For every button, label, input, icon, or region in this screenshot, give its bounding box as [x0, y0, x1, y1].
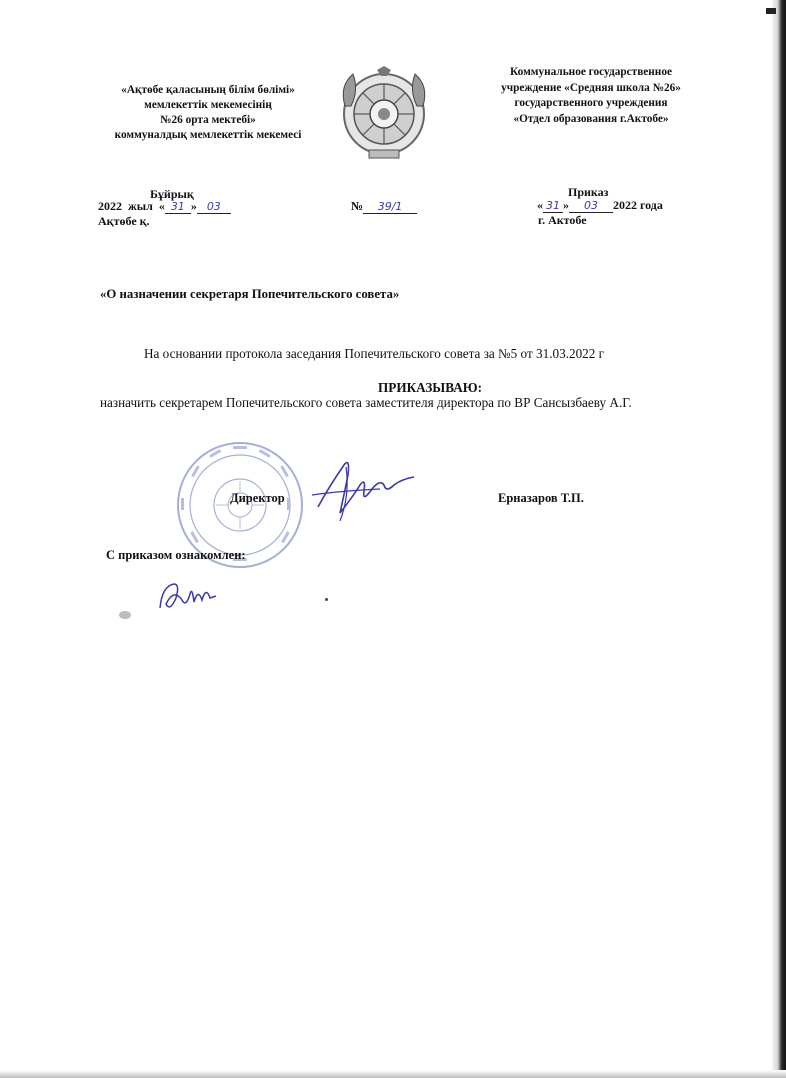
director-name: Ерназаров Т.П.	[498, 491, 584, 505]
order-date-kz: 2022 жыл « 31 » 03	[98, 199, 231, 214]
order-year-kz: 2022	[98, 199, 122, 213]
order-year-word-kz: жыл	[128, 199, 153, 213]
order-title-ru: Приказ	[568, 185, 609, 199]
order-day-kz-field	[165, 200, 191, 214]
header-kz-line3: №26 орта мектебі»	[160, 114, 256, 126]
scan-edge-bottom	[0, 1070, 786, 1078]
order-date-ru: « 31 » 03 2022 года	[537, 198, 663, 212]
acknowledgement-signature-icon	[156, 578, 220, 618]
header-kz-line1: «Ақтөбе қаласының білім бөлімі»	[121, 84, 295, 96]
header-ru-line2: учреждение «Средняя школа №26»	[501, 81, 681, 94]
order-subject: «О назначении секретаря Попечительского совета»	[100, 287, 400, 301]
scan-dot	[325, 598, 328, 601]
order-city-ru: г. Актобе	[538, 213, 587, 227]
order-number-sign: №	[351, 199, 364, 213]
scan-smudge	[118, 610, 132, 620]
order-number-value: 39/1	[377, 200, 403, 213]
order-month-ru-field	[569, 199, 613, 213]
header-ru-line3: государственного учреждения	[514, 97, 668, 109]
order-city-kz: Ақтөбе қ.	[98, 214, 150, 228]
order-number	[351, 199, 417, 214]
director-signature-icon	[310, 455, 420, 525]
order-title-kz: Бұйрық	[150, 187, 194, 201]
header-kz-line4: коммуналдық мемлекеттік мекемесі	[114, 129, 302, 141]
header-ru-line4: «Отдел образования г.Актобе»	[513, 112, 669, 125]
order-day-kz: 31	[170, 200, 185, 213]
order-year-ru: 2022 года	[613, 198, 663, 212]
header-ru	[476, 65, 706, 127]
acknowledgement-label: С приказом ознакомлен:	[106, 548, 246, 562]
order-month-kz-field	[197, 200, 231, 214]
order-basis: На основании протокола заседания Попечительского совета за №5 от 31.03.2022 г	[144, 346, 605, 361]
header-ru-line1: Коммунальное государственное	[510, 66, 672, 78]
header-kz	[88, 83, 328, 143]
order-command: ПРИКАЗЫВАЮ:	[378, 380, 482, 395]
order-number-field	[363, 200, 417, 214]
order-month-kz: 03	[206, 200, 221, 213]
scan-edge-right	[772, 0, 786, 1078]
order-day-ru: 31	[546, 199, 560, 212]
order-day-ru-field	[543, 199, 563, 213]
header-kz-line2: мемлекеттік мекемесінің	[144, 99, 272, 111]
kazakhstan-state-emblem-icon	[337, 66, 431, 162]
director-title: Директор	[230, 491, 285, 505]
order-month-ru: 03	[584, 199, 598, 212]
scan-edge-mark	[766, 8, 776, 14]
order-text: назначить секретарем Попечительского совета заместителя директора по ВР Сансызбаеву А.Г.	[100, 395, 632, 410]
